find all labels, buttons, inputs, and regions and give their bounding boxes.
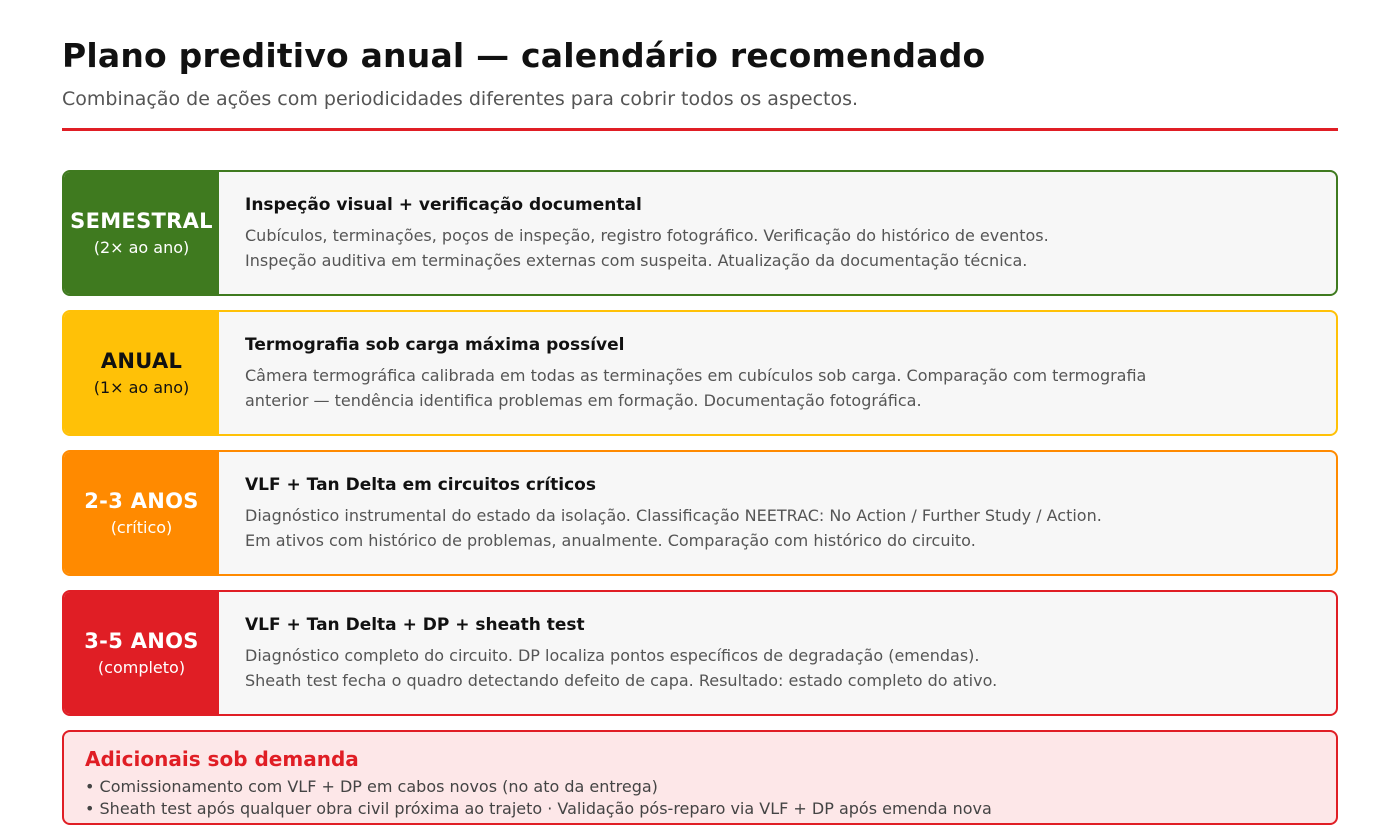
card-body (219, 592, 1336, 714)
card-description-line: Em ativos com histórico de problemas, anualmente. Comparação com histórico do circuito. (245, 531, 976, 550)
card-body (219, 172, 1336, 294)
period-badge-title: 2-3 ANOS (84, 489, 199, 513)
period-badge-anual (64, 312, 219, 434)
period-badge-frequency: (2× ao ano) (93, 238, 190, 257)
card-description-line: Diagnóstico instrumental do estado da isolação. Classificação NEETRAC: No Action / Further Study / Action. (245, 506, 1102, 525)
period-badge-semestral (64, 172, 219, 294)
period-badge-2-3-anos (64, 452, 219, 574)
period-badge-frequency: (completo) (97, 658, 186, 677)
extras-list-item: • Sheath test após qualquer obra civil próxima ao trajeto · Validação pós-reparo via VLF + DP após emenda nova (85, 799, 992, 818)
card-heading: Inspeção visual + verificação documental (245, 195, 642, 215)
page-subtitle: Combinação de ações com periodicidades diferentes para cobrir todos os aspectos. (62, 88, 859, 110)
card-description-line: Diagnóstico completo do circuito. DP localiza pontos específicos de degradação (emendas). (245, 646, 980, 665)
on-demand-extras-box (62, 730, 1338, 825)
extras-heading: Adicionais sob demanda (85, 747, 359, 771)
card-2-3-anos (62, 450, 1338, 576)
card-anual (62, 310, 1338, 436)
card-heading: VLF + Tan Delta + DP + sheath test (245, 615, 585, 635)
card-description-line: Câmera termográfica calibrada em todas as terminações em cubículos sob carga. Comparação com termografia (245, 366, 1147, 385)
period-badge-title: 3-5 ANOS (84, 629, 199, 653)
card-3-5-anos (62, 590, 1338, 716)
card-description-line: Sheath test fecha o quadro detectando defeito de capa. Resultado: estado completo do ativo. (245, 671, 998, 690)
period-badge-title: ANUAL (100, 349, 183, 373)
period-badge-frequency: (1× ao ano) (93, 378, 190, 397)
page-title: Plano preditivo anual — calendário recomendado (62, 36, 986, 75)
card-heading: Termografia sob carga máxima possível (245, 335, 625, 355)
title-divider (62, 128, 1338, 131)
card-semestral (62, 170, 1338, 296)
period-badge-3-5-anos (64, 592, 219, 714)
card-description-line: Inspeção auditiva em terminações externas com suspeita. Atualização da documentação técnica. (245, 251, 1028, 270)
period-badge-title: SEMESTRAL (70, 209, 213, 233)
card-description-line: Cubículos, terminações, poços de inspeção, registro fotográfico. Verificação do histórico de eventos. (245, 226, 1049, 245)
extras-list-item: • Comissionamento com VLF + DP em cabos novos (no ato da entrega) (85, 777, 658, 796)
card-body (219, 452, 1336, 574)
card-description-line: anterior — tendência identifica problemas em formação. Documentação fotográfica. (245, 391, 922, 410)
card-body (219, 312, 1336, 434)
card-heading: VLF + Tan Delta em circuitos críticos (245, 475, 596, 495)
period-badge-frequency: (crítico) (110, 518, 173, 537)
